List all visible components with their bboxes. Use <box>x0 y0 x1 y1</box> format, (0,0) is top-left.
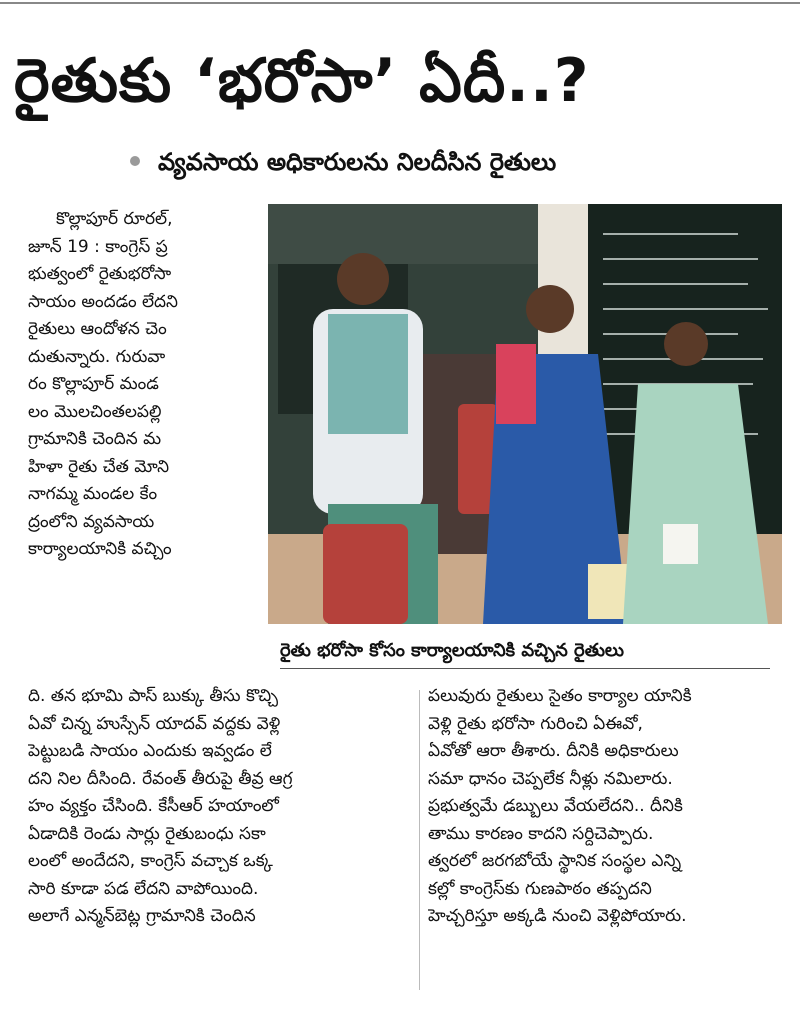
top-rule <box>0 2 800 4</box>
text-line: లంలో అందేదని, కాంగ్రెస్ వచ్చాక ఒక్క <box>28 851 273 871</box>
text-line: ఏవో చిన్న హుస్సేన్ యాదవ్ వద్దకు వెళ్లి <box>28 713 281 734</box>
text-line: రైతులు ఆందోళన చెం <box>28 319 167 339</box>
article-column-1 <box>28 206 266 564</box>
text-line: ద్రంలోని వ్యవసాయ <box>28 511 155 532</box>
text-line: పలువురు రైతులు సైతం కార్యాల యానికి <box>428 686 692 706</box>
text-line: కల్లో కాంగ్రెస్‌కు గుణపాఠం తప్పదని <box>428 878 652 899</box>
photo-caption: రైతు భరోసా కోసం కార్యాలయానికి వచ్చిన రైతులు <box>280 640 624 661</box>
text-line: కార్యాలయానికి వచ్చిం <box>28 539 172 559</box>
subheadline-text: వ్యవసాయ అధికారులను నిలదీసిన రైతులు <box>158 148 557 176</box>
text-line: జూన్ 19 : కాంగ్రెస్ ప్ర <box>28 236 168 257</box>
text-line: ఏడాదికి రెండు సార్లు రైతుబంధు సకా <box>28 823 266 844</box>
text-line: ఏవోతో ఆరా తీశారు. దీనికి అధికారులు <box>428 741 679 761</box>
text-line: సాయం అందడం లేదని <box>28 291 178 312</box>
text-line: అలాగే ఎన్మన్‌బెట్ల గ్రామానికి చెందిన <box>28 906 256 926</box>
text-line: ప్రభుత్వమే డబ్బులు వేయలేదని.. దీనికి <box>428 796 683 816</box>
text-line: సమా ధానం చెప్పలేక నీళ్లు నమిలారు. <box>428 768 673 789</box>
bullet-icon <box>130 156 140 166</box>
text-line: లం మొలచింతలపల్లి <box>28 401 162 422</box>
text-line: ది. తన భూమి పాస్ బుక్కు తీసు కొచ్చి <box>28 686 278 706</box>
text-line: హం వ్యక్తం చేసింది. కేసీఆర్ హయాంలో <box>28 796 279 816</box>
text-line: హెచ్చరిస్తూ అక్కడి నుంచి వెళ్లిపోయారు. <box>428 906 687 926</box>
subheadline <box>130 142 770 182</box>
text-line: దని నిల దీసింది. రేవంత్ తీరుపై తీవ్ర ఆగ్ర <box>28 768 293 789</box>
article-column-2 <box>28 683 412 931</box>
text-line: పెట్టుబడి సాయం ఎందుకు ఇవ్వడం లే <box>28 741 272 761</box>
article-column-3 <box>428 683 792 931</box>
text-line: త్వరలో జరగబోయే స్థానిక సంస్థల ఎన్ని <box>428 851 682 871</box>
text-line: తాము కారణం కాదని సర్దిచెప్పారు. <box>428 823 654 844</box>
article-photo <box>268 204 782 624</box>
text-line: సారి కూడా పడ లేదని వాపోయింది. <box>28 878 259 899</box>
text-line: గ్రామానికి చెందిన మ <box>28 429 162 449</box>
column-divider <box>419 690 420 990</box>
text-line: కొల్లాపూర్ రూరల్, <box>56 209 173 229</box>
text-line: దుతున్నారు. గురువా <box>28 346 166 367</box>
text-line: నాగమ్మ మండల కేం <box>28 484 158 504</box>
text-line: వెళ్లి రైతు భరోసా గురించి ఏఈవో, <box>428 713 643 734</box>
text-line: భుత్వంలో రైతుభరోసా <box>28 264 172 284</box>
text-line: హిళా రైతు చేత మోని <box>28 456 170 477</box>
text-line: రం కొల్లాపూర్ మండ <box>28 374 159 394</box>
caption-underline <box>280 668 770 669</box>
headline: రైతుకు ‘భరోసా’ ఏదీ..? <box>14 46 590 116</box>
